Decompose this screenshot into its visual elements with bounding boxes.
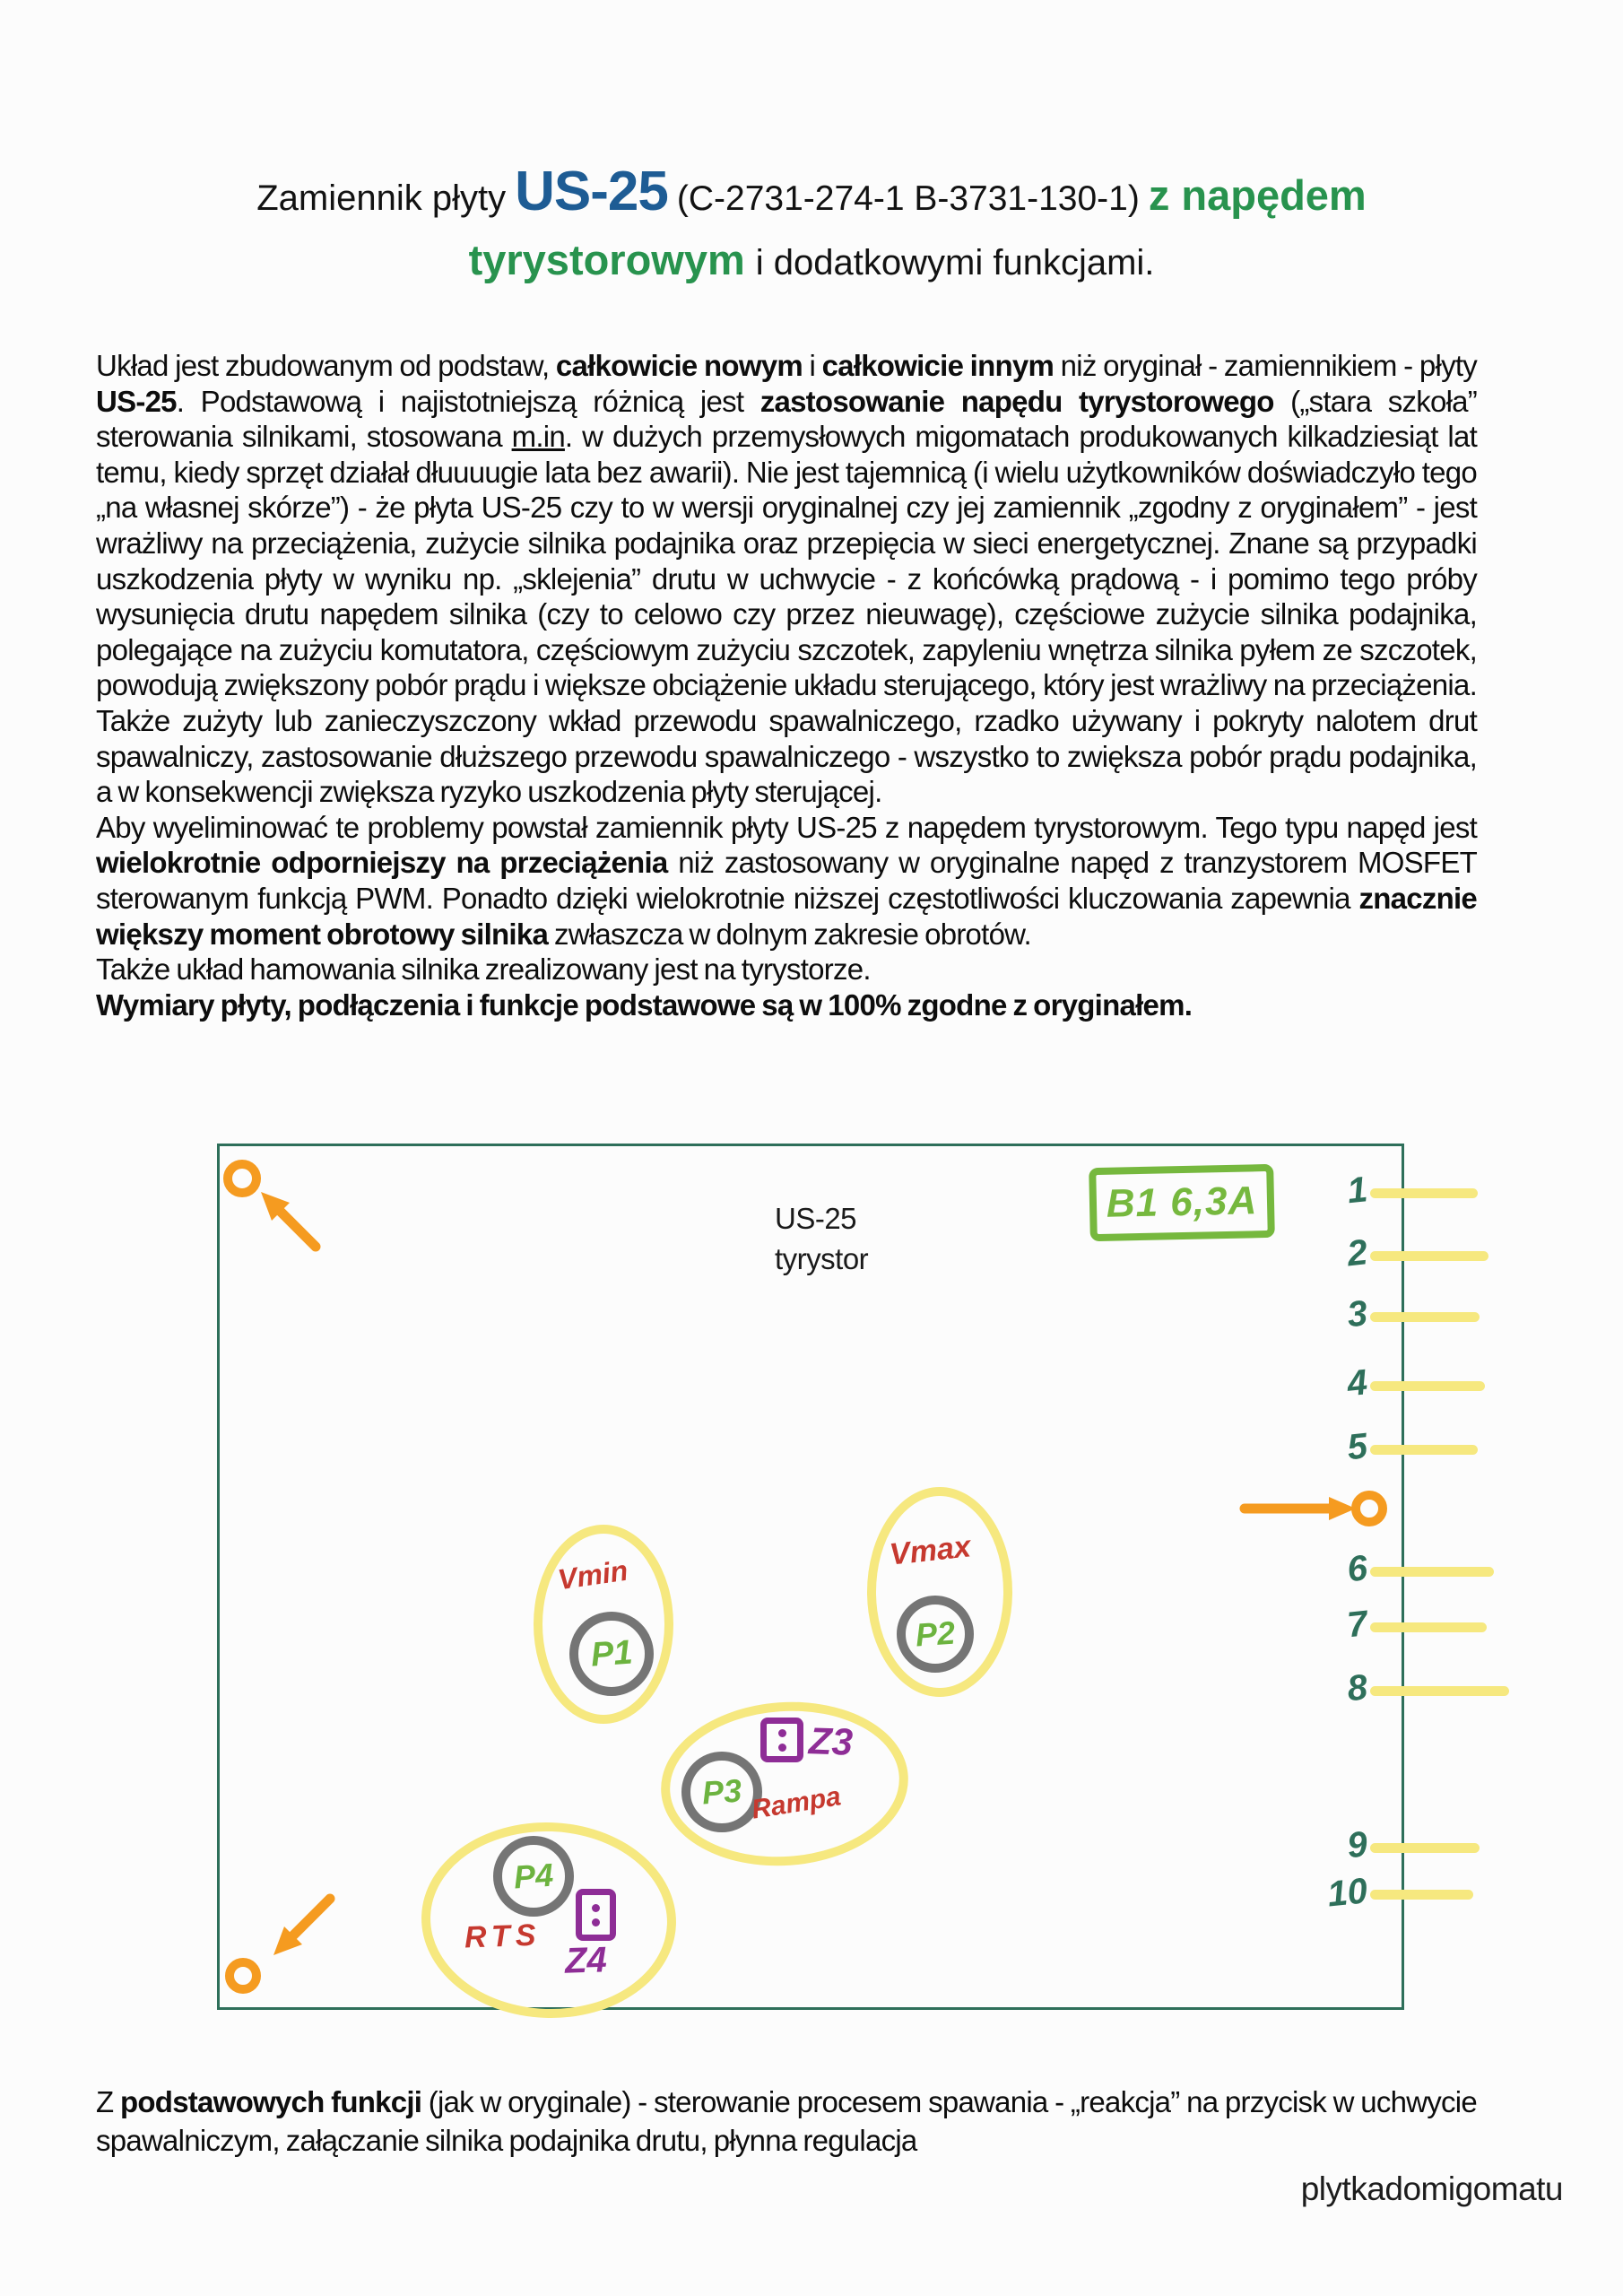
pot1-function-label: Vmin xyxy=(555,1553,630,1596)
board-label-name: US-25 xyxy=(775,1202,857,1235)
paragraph-brake: Także układ hamowania silnika zrealizowany jest na tyrystorze. xyxy=(96,952,871,987)
pin-number: 9 xyxy=(1345,1823,1370,1866)
title-suffix: i dodatkowymi funkcjami. xyxy=(755,243,1155,283)
pot4-name: P4 xyxy=(512,1856,555,1896)
pin-highlight-mark xyxy=(1370,1622,1487,1632)
pin-row-7 xyxy=(1300,1605,1533,1648)
pin-row-4 xyxy=(1300,1361,1533,1407)
pin-row-3 xyxy=(1300,1292,1533,1338)
board-label-type: tyrystor xyxy=(775,1242,869,1275)
body-text xyxy=(96,348,1477,1022)
pot2-function-label: Vmax xyxy=(888,1529,973,1572)
pin-number: 8 xyxy=(1345,1666,1370,1709)
pin-highlight-mark xyxy=(1370,1686,1509,1696)
pin-number: 3 xyxy=(1345,1292,1370,1335)
pin-row-8 xyxy=(1300,1666,1533,1712)
pin-row-1 xyxy=(1300,1171,1533,1214)
paragraph-intro: Układ jest zbudowanym od podstaw, całkowicie nowym i całkowicie innym niż oryginał - zamiennikiem - płyty US-25. Podstawową i najistotniejszą różnicą jest zastosowanie napędu tyrystorowego („stara szkoła” sterowania silnikami, stosowana m.in. w dużych przemysłowych migomatach produkowanych kilkadziesiąt lat temu, kiedy sprzęt działał dłuuuugie lata bez awarii). Nie jest tajemnicą (i wielu użytkowników doświadczyło tego „na własnej skórze”) - że płyta US-25 czy to w wersji oryginalnej czy jej zamiennik „zgodny z oryginałem” - jest wrażliwy na przeciążenia, zużycie silnika podajnika oraz przepięcia w sieci energetycznej. Znane są przypadki uszkodzenia płyty w wyniku np. „sklejenia” drutu w uchwycie - z końcówką prądową - i pomimo tego próby wysunięcia drutu napędem silnika (czy to celowo czy przez nieuwagę), częściowe zużycie silnika podajnika, polegające na zużyciu komutatora, częściowym zużyciu szczotek, zapyleniu wnętrza silnika pyłem ze szczotek, powodują zwiększony pobór prądu i większe obciążenie układu sterującego, który jest wrażliwy na przeciążenia. Także zużyty lub zanieczyszczony wkład przewodu spawalniczego, rzadko używany i pokryty nalotem drut spawalniczy, zastosowanie dłuższego przewodu spawalniczego - wszystko to zwiększa pobór prądu podajnika, a w konsekwencji zwiększa ryzyko uszkodzenia płyty sterującej. xyxy=(96,349,1477,809)
fuse-annotation xyxy=(1089,1164,1275,1241)
pin-row-6 xyxy=(1300,1547,1533,1593)
title-accent-1: z napędem xyxy=(1148,171,1367,219)
title-board-name: US-25 xyxy=(515,161,668,222)
pin-number: 7 xyxy=(1345,1603,1370,1645)
fuse-label: B1 6,3A xyxy=(1106,1178,1258,1226)
title-board-code: (C-2731-274-1 B-3731-130-1) xyxy=(676,179,1140,218)
pot3-ring xyxy=(681,1752,762,1832)
page-title xyxy=(0,160,1623,284)
pin-highlight-mark xyxy=(1370,1312,1480,1322)
pin-number: 5 xyxy=(1345,1425,1370,1467)
pin-highlight-mark xyxy=(1370,1188,1478,1198)
jumper-z4-icon xyxy=(576,1889,616,1941)
pin-highlight-mark xyxy=(1370,1381,1485,1391)
pot4-ring xyxy=(493,1836,574,1917)
pot2-name: P2 xyxy=(914,1613,957,1654)
pin-number: 10 xyxy=(1325,1870,1370,1915)
paragraph-solution: Aby wyeliminować te problemy powstał zamiennik płyty US-25 z napędem tyrystorowym. Tego typu napęd jest wielokrotnie odporniejszy na przeciążenia niż zastosowany w oryginalne napęd z tranzystorem MOSFET sterowanym funkcją PWM. Ponadto dzięki wielokrotnie niższej częstotliwości kluczowania zapewnia znacznie większy moment obrotowy silnika zwłaszcza w dolnym zakresie obrotów. xyxy=(96,810,1477,951)
title-line-2 xyxy=(0,236,1623,284)
jumper-z3-label: Z3 xyxy=(808,1719,854,1763)
pin-highlight-mark xyxy=(1370,1251,1488,1261)
pin-highlight-mark xyxy=(1370,1445,1478,1455)
pot3-function-label: Rampa xyxy=(749,1781,843,1825)
pin-row-2 xyxy=(1300,1231,1533,1277)
pot4-function-label: RTS xyxy=(464,1918,542,1955)
pin-highlight-mark xyxy=(1370,1843,1480,1853)
pin-row-5 xyxy=(1300,1425,1533,1471)
title-accent-2: tyrystorowym xyxy=(468,236,745,284)
jumper-z4-label: Z4 xyxy=(564,1940,608,1981)
pin-number: 2 xyxy=(1345,1231,1370,1274)
footer-paragraph: Z podstawowych funkcji (jak w oryginale) - sterowanie procesem spawania - „reakcja” na przycisk w uchwycie spawalniczym, załączanie silnika podajnika drutu, płynna regulacja xyxy=(96,2085,1477,2157)
pot1-ring xyxy=(569,1612,654,1696)
jumper-z3-icon xyxy=(760,1718,803,1762)
board-label xyxy=(775,1198,868,1279)
title-line-1 xyxy=(0,160,1623,223)
pot3-name: P3 xyxy=(700,1771,743,1812)
pin-highlight-mark xyxy=(1370,1890,1473,1900)
pin-row-9 xyxy=(1300,1823,1533,1869)
paragraph-compatibility: Wymiary płyty, podłączenia i funkcje podstawowe są w 100% zgodne z oryginałem. xyxy=(96,987,1193,1022)
pot1-name: P1 xyxy=(589,1632,634,1674)
pot2-ring xyxy=(897,1596,974,1673)
pin-number: 4 xyxy=(1345,1361,1370,1404)
pin-highlight-mark xyxy=(1370,1567,1494,1577)
pin-number: 1 xyxy=(1345,1169,1370,1211)
watermark: plytkadomigomatu xyxy=(1300,2170,1563,2207)
pin-number: 6 xyxy=(1345,1547,1370,1589)
title-prefix: Zamiennik płyty xyxy=(256,178,507,218)
pin-row-10 xyxy=(1300,1870,1533,1916)
